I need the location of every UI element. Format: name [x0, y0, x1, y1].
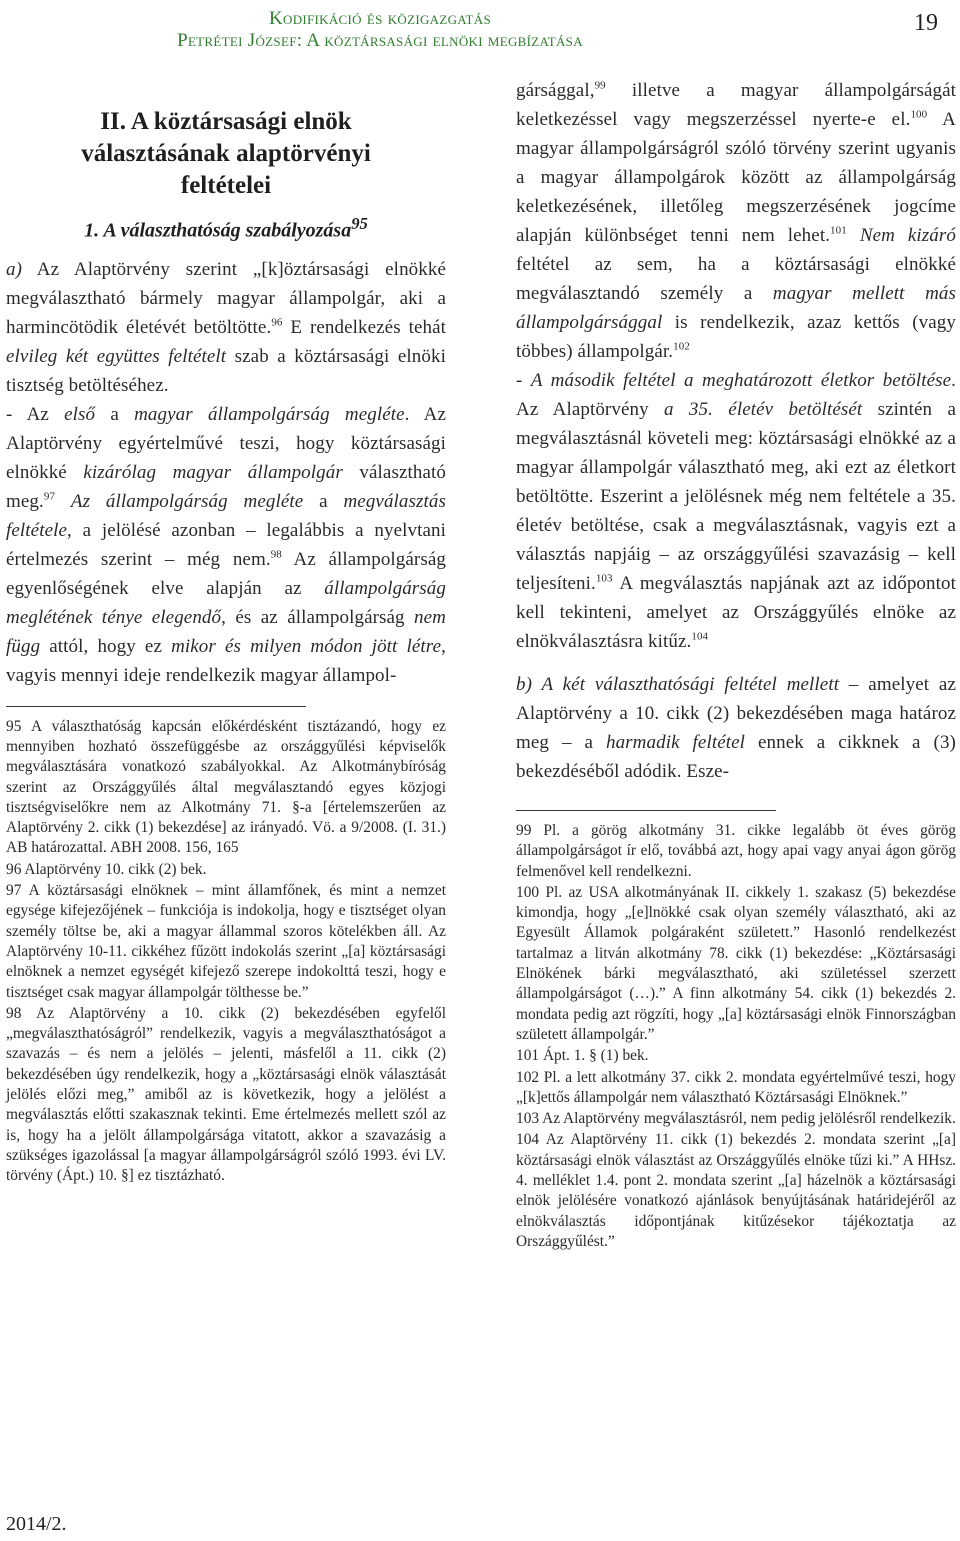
subsection-title-text: 1. A választhatóság szabályozása [84, 219, 352, 242]
footnote-text: A választhatóság kapcsán előkérdésként tisztázandó, hogy ez mennyiben hozható összefüggésbe az országgyűlési képviselők megválasztására vonatkozó szabályokkal. Az Alkotmánybíróság szerint az Országgyűlés által megválasztandó egyes közjogi tisztségviselőkre nem az Alkotmány 71. §-a [értelemszerűen az Alaptörvény 2. cikk (1) bekezdése] az irányadó. Vö. a 9/2008. (I. 31.) AB határozattal. ABH 2008. 156, 165 [6, 717, 446, 857]
text-run: a [303, 490, 344, 512]
emphasis: magyar állampolgárság megléte [134, 403, 405, 425]
text-run: szab a köztársasági elnöki tisztség betöltéséhez. [6, 345, 446, 396]
footnote-text: Pl. az USA alkotmányának II. cikkely 1. szakasz (5) bekezdése kimondja, hogy „[e]lnökké csak olyan személy választható, aki az Egyesült Államok polgáraként született.” Hasonló rendelkezést tartalmaz a litván alkotmány 78. cikk (1) bekezdése: „Köztársasági Elnökének bárki megválasztható, aki születéssel szerzett állampolgárságot (…).” A finn alkotmány 54. cikk (1) bekezdés 2. mondata pedig azt rögzíti, hogy „[a] köztársasági elnök Finnországban született állampolgár.” [516, 883, 956, 1043]
section-title-line: feltételei [180, 172, 272, 199]
emphasis: b) A két választhatósági feltétel mellett [516, 674, 840, 695]
page-number: 19 [914, 10, 938, 36]
article-running-title: Petrétei József: A köztársasági elnöki megbízatása [177, 30, 583, 51]
text-run: , vagyis mennyi ideje rendelkezik magyar állampol- [6, 635, 446, 686]
footnote-number: 98 [6, 1004, 22, 1022]
footnote [516, 1109, 956, 1129]
footnotes-right [516, 821, 956, 1252]
footnote-text: Alaptörvény 10. cikk (2) bek. [21, 860, 207, 878]
emphasis: nem függ [6, 606, 446, 657]
footnote-ref[interactable]: 99 [594, 79, 606, 92]
emphasis: magyar mellett más állampolgársággal [516, 283, 956, 333]
footnote [516, 821, 956, 882]
text-run: illetve a magyar állampolgárságát keletkezéssel vagy megszerzéssel nyerte-e el. [516, 80, 956, 130]
text-run: gársággal, [516, 80, 595, 101]
footnote-number: 97 [6, 882, 22, 900]
list-marker: a) [6, 258, 23, 280]
emphasis: kizárólag magyar állampolgár [83, 461, 343, 483]
emphasis: első [64, 403, 96, 425]
emphasis: elvileg két együttes feltételt [6, 345, 227, 367]
footnote-text: Ápt. 1. § (1) bek. [539, 1047, 649, 1065]
text-run: – amelyet az Alaptörvény a 10. cikk (2) bekezdésében maga határoz meg – a [516, 674, 956, 753]
paragraph [516, 670, 956, 786]
paragraph [516, 366, 956, 656]
footnote-ref[interactable]: 95 [351, 214, 368, 233]
text-run: a [95, 403, 135, 425]
footnote-separator [516, 810, 776, 811]
footnote-ref[interactable]: 101 [830, 224, 847, 237]
text-run: is rendelkezik, azaz kettős (vagy többes) állampolgár. [516, 312, 956, 362]
emphasis: harmadik feltétel [605, 732, 746, 753]
text-run: Az állampolgárság egyenlőségének elve alapján az [6, 548, 446, 599]
subsection-title [6, 210, 446, 245]
text-run: választható meg. [6, 461, 446, 512]
text-run: A magyar állampolgárságról szóló törvény szerint ugyanis a magyar állampolgárok között az állampolgárság keletkezésének, illetőleg megszerzésének jogcíme alapján különbséget tenni nem lehet. [516, 109, 956, 246]
footnote-number: 103 [516, 1110, 540, 1128]
section-title-line: választásának alaptörvényi [81, 140, 371, 167]
section-title-line: II. A köztársasági elnök [100, 108, 352, 135]
text-run: ennek a cikknek a (3) bekezdéséből adódik. Esze- [516, 732, 956, 782]
section-title [6, 106, 446, 202]
text-run: A megválasztás napjának azt az időpontot kell tekinteni, amelyet az Országgyűlés elnöke az elnökválasztásra kitűz. [516, 573, 956, 652]
emphasis: mikor és milyen módon jött létre [171, 635, 442, 657]
paragraph [6, 255, 446, 400]
text-run [55, 491, 71, 512]
footnote-number: 100 [516, 883, 540, 901]
emphasis: Nem kizáró [859, 225, 956, 246]
footnote-ref[interactable]: 96 [271, 316, 283, 329]
journal-title: Kodifikáció és közigazgatás [269, 8, 491, 29]
footnote-number: 99 [516, 822, 532, 839]
text-run: , és az állampolgárság [221, 606, 415, 628]
footnote-text: Pl. a görög alkotmány 31. cikke legalább öt éves görög állampolgárságot ír elő, továbbá azt, hogy apai vagy anyai ágon görög felmenővel kell rendelkezni. [516, 822, 956, 880]
text-run: feltétel az sem, ha a köztársasági elnökké megválasztandó személy a [516, 254, 956, 304]
footnote-separator [6, 706, 306, 707]
text-run: , a jelölésé azonban – legalábbis a nyelvtani értelmezés szerint – még nem. [6, 519, 446, 570]
footnote-ref[interactable]: 103 [595, 572, 613, 585]
text-run [847, 225, 860, 246]
footnote-text: Pl. a lett alkotmány 37. cikk 2. mondata egyértelművé teszi, hogy „[k]ettős állampolgár nem választható Köztársasági Elnöknek.” [516, 1068, 956, 1106]
footnote-text: A köztársasági elnöknek – mint államfőnek, és mint a nemzet egysége kifejezőjének – funkciója is indokolja, hogy e tisztséget olyan személy töltse be, aki a magyar állammal szoros kötelékben áll. Az Alaptörvény 10-11. cikkéhez fűzött indokolás szerint „[a] köztársasági elnöknek a nemzet egységét kifejező szerepe indokolttá teszi, hogy e tisztséget csak magyar állampolgár tölthesse be.” [6, 882, 446, 1001]
text-run: E rendelkezés tehát [282, 316, 446, 338]
footnote [516, 883, 956, 1045]
emphasis: állampolgárság meglétének ténye elegendő [6, 577, 446, 628]
footnote [516, 1046, 956, 1066]
footnote-number: 102 [516, 1068, 540, 1086]
left-column [6, 72, 446, 1187]
emphasis: Az állampolgárság megléte [70, 490, 304, 512]
text-run: - Az [6, 403, 65, 425]
issue-number: 2014/2. [6, 1513, 67, 1535]
text-run: - [516, 370, 531, 391]
footnote-ref[interactable]: 100 [910, 108, 928, 121]
footnote [516, 1130, 956, 1252]
running-header [0, 4, 960, 56]
footnote-number: 101 [516, 1047, 540, 1065]
footnote-text: Az Alaptörvény a 10. cikk (2) bekezdésében egyfelől „megválaszthatóságról” rendelkezik, vagyis a megválaszthatóságot a szavazás – és nem a jelölés – jelenti, másfelől a 11. cikk (2) bekezdésében úgy rendelkezik, hogy a „köztársasági elnök választását jelölés előzi meg,” amiből az is következik, hogy a jelölést a megválasztás előtti szakasznak tekinti. Eme értelmezés mellett szól az is, hogy ha a jelölt állampolgársága vitatott, akkor a szavazásig a szükséges igazolással [a magyar állampolgárságról szóló 1993. évi LV. törvény (Ápt.) 10. §] ez tisztázható. [6, 1004, 446, 1185]
emphasis: A második feltétel a meghatározott életkor betöltése [530, 370, 952, 391]
footnote-ref[interactable]: 98 [270, 548, 282, 561]
text-run: attól, hogy ez [40, 635, 172, 657]
text-run: . Az Alaptörvény egyértelművé teszi, hogy köztársasági elnökké [6, 403, 447, 483]
emphasis: megválasztás feltétele [6, 490, 446, 541]
footnote-ref[interactable]: 104 [691, 630, 709, 643]
footnote [6, 1004, 446, 1187]
emphasis: a 35. életév betöltését [664, 399, 863, 420]
footnote-number: 104 [516, 1131, 540, 1149]
footnote-number: 95 [6, 717, 22, 735]
footnotes-left [6, 717, 446, 1187]
text-run: szintén a megválasztásnál követeli meg: köztársasági elnökké az a magyar állampolgár választható meg, aki ezt az életkort betöltötte. Eszerint a jelölésnek még nem feltétele a 35. életév betöltése, csak a megválasztásnak, vagyis ezt a választás napjáig – az országgyűlési szavazásig – kell teljesíteni. [516, 399, 956, 594]
paragraph [6, 400, 446, 690]
footnote-number: 96 [6, 860, 22, 878]
footnote-text: Az Alaptörvény megválasztásról, nem pedig jelölésről rendelkezik. [539, 1110, 956, 1128]
footnote [6, 717, 446, 859]
text-run: . Az Alaptörvény [516, 370, 956, 420]
paragraph [516, 76, 956, 366]
footnote-text: Az Alaptörvény 11. cikk (1) bekezdés 2. mondata szerint „[a] köztársasági elnök választást az Országgyűlés elnöke tűzi ki.” A HHsz. 4. melléklet 1.4. pont 2. mondata szerint „[a] házelnök a köztársasági elnök jelölésére vonatkozó ajánlások benyújtásának határidejéről az elnökválasztás időpontjának kitűzésekor tájékoztatja az Országgyűlést.” [516, 1131, 956, 1250]
text-run: Az Alaptörvény szerint „[k]öztársasági elnökké megválasztható bármely magyar állampolgár, aki a harmincötödik életévét betöltötte. [6, 258, 446, 338]
footnote-ref[interactable]: 97 [43, 490, 56, 503]
footnote [516, 1068, 956, 1109]
footnote [6, 881, 446, 1003]
footnote [6, 860, 446, 880]
right-column [516, 76, 956, 1253]
footnote-ref[interactable]: 102 [673, 340, 690, 353]
